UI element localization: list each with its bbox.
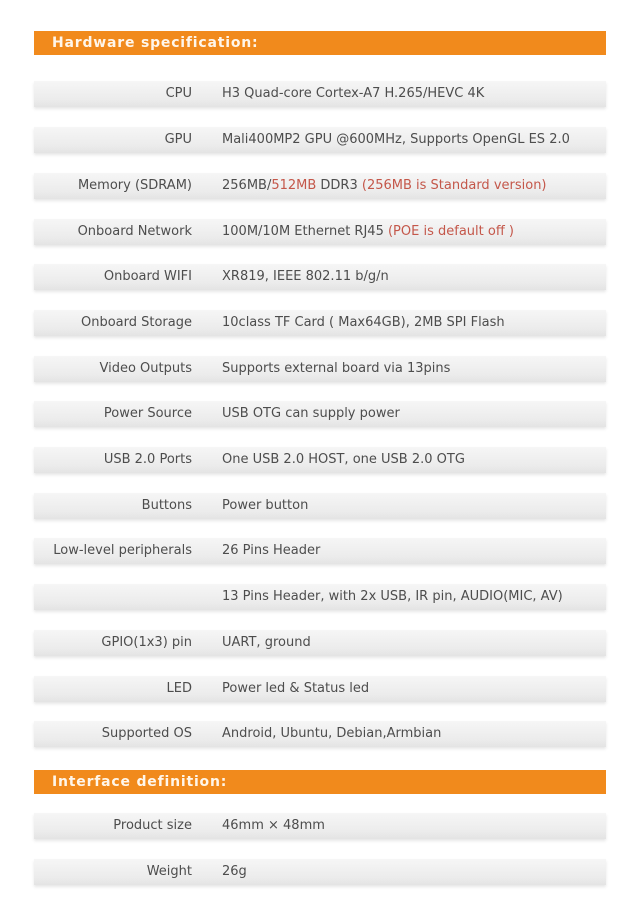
- memory-note-text: (256MB is Standard version): [361, 178, 547, 193]
- spec-value: Mali400MP2 GPU @600MHz, Supports OpenGL ES 2.0: [222, 132, 570, 147]
- spec-label: LED: [166, 681, 192, 696]
- spec-row-wifi: [34, 264, 606, 290]
- spec-value: UART, ground: [222, 635, 311, 650]
- spec-row-power: [34, 401, 606, 427]
- spec-label: GPU: [164, 132, 192, 147]
- spec-value: 13 Pins Header, with 2x USB, IR pin, AUDIO(MIC, AV): [222, 589, 563, 604]
- spec-value: Power button: [222, 498, 309, 513]
- hardware-section-title: Hardware specification:: [52, 35, 259, 51]
- spec-value: Android, Ubuntu, Debian,Armbian: [222, 726, 442, 741]
- spec-value: One USB 2.0 HOST, one USB 2.0 OTG: [222, 452, 465, 467]
- spec-value: 26 Pins Header: [222, 543, 321, 558]
- spec-label: Onboard Storage: [80, 315, 192, 330]
- spec-row-video: [34, 356, 606, 382]
- spec-value: H3 Quad-core Cortex-A7 H.265/HEVC 4K: [222, 86, 485, 101]
- spec-row-weight: [34, 859, 606, 885]
- spec-label: Buttons: [141, 498, 192, 513]
- spec-row-cpu: [34, 81, 606, 107]
- spec-row-buttons: [34, 493, 606, 519]
- network-base-text: 100M/10M Ethernet RJ45: [222, 224, 388, 239]
- spec-label: CPU: [165, 86, 192, 101]
- spec-row-led: [34, 676, 606, 702]
- spec-row-usb: [34, 447, 606, 473]
- spec-value: XR819, IEEE 802.11 b/g/n: [222, 269, 389, 284]
- spec-value: Supports external board via 13pins: [222, 361, 451, 376]
- spec-value: Power led & Status led: [222, 681, 370, 696]
- spec-row-size: [34, 813, 606, 839]
- spec-label: Video Outputs: [99, 361, 192, 376]
- spec-row-gpu: [34, 127, 606, 153]
- spec-row-os: [34, 721, 606, 747]
- spec-row-memory: [34, 173, 606, 199]
- spec-label: Memory (SDRAM): [77, 178, 192, 193]
- spec-value: USB OTG can supply power: [222, 406, 400, 421]
- spec-value: 26g: [222, 864, 247, 879]
- spec-row-network: [34, 219, 606, 245]
- spec-label: Onboard Network: [77, 224, 192, 239]
- spec-label: Onboard WIFI: [103, 269, 192, 284]
- memory-type-text: DDR3: [316, 178, 362, 193]
- spec-value: [222, 219, 514, 245]
- spec-row-peripherals-extra: [34, 584, 606, 610]
- spec-row-storage: [34, 310, 606, 336]
- memory-option-text: 512MB: [271, 178, 317, 193]
- spec-value: [222, 173, 547, 199]
- spec-label: GPIO(1x3) pin: [101, 635, 192, 650]
- memory-base-text: 256MB/: [222, 178, 272, 193]
- spec-label: Power Source: [103, 406, 192, 421]
- spec-label: Weight: [146, 864, 192, 879]
- spec-value: 46mm × 48mm: [222, 818, 325, 833]
- network-note-text: (POE is default off ): [387, 224, 514, 239]
- spec-label: Supported OS: [101, 726, 192, 741]
- interface-section-header: [34, 770, 606, 794]
- hardware-section-header: [34, 31, 606, 55]
- spec-label: Product size: [113, 818, 192, 833]
- spec-label: Low-level peripherals: [53, 543, 192, 558]
- spec-row-peripherals: [34, 538, 606, 564]
- spec-row-gpio: [34, 630, 606, 656]
- spec-label: USB 2.0 Ports: [103, 452, 192, 467]
- spec-value: 10class TF Card ( Max64GB), 2MB SPI Flash: [222, 315, 505, 330]
- interface-section-title: Interface definition:: [52, 774, 228, 790]
